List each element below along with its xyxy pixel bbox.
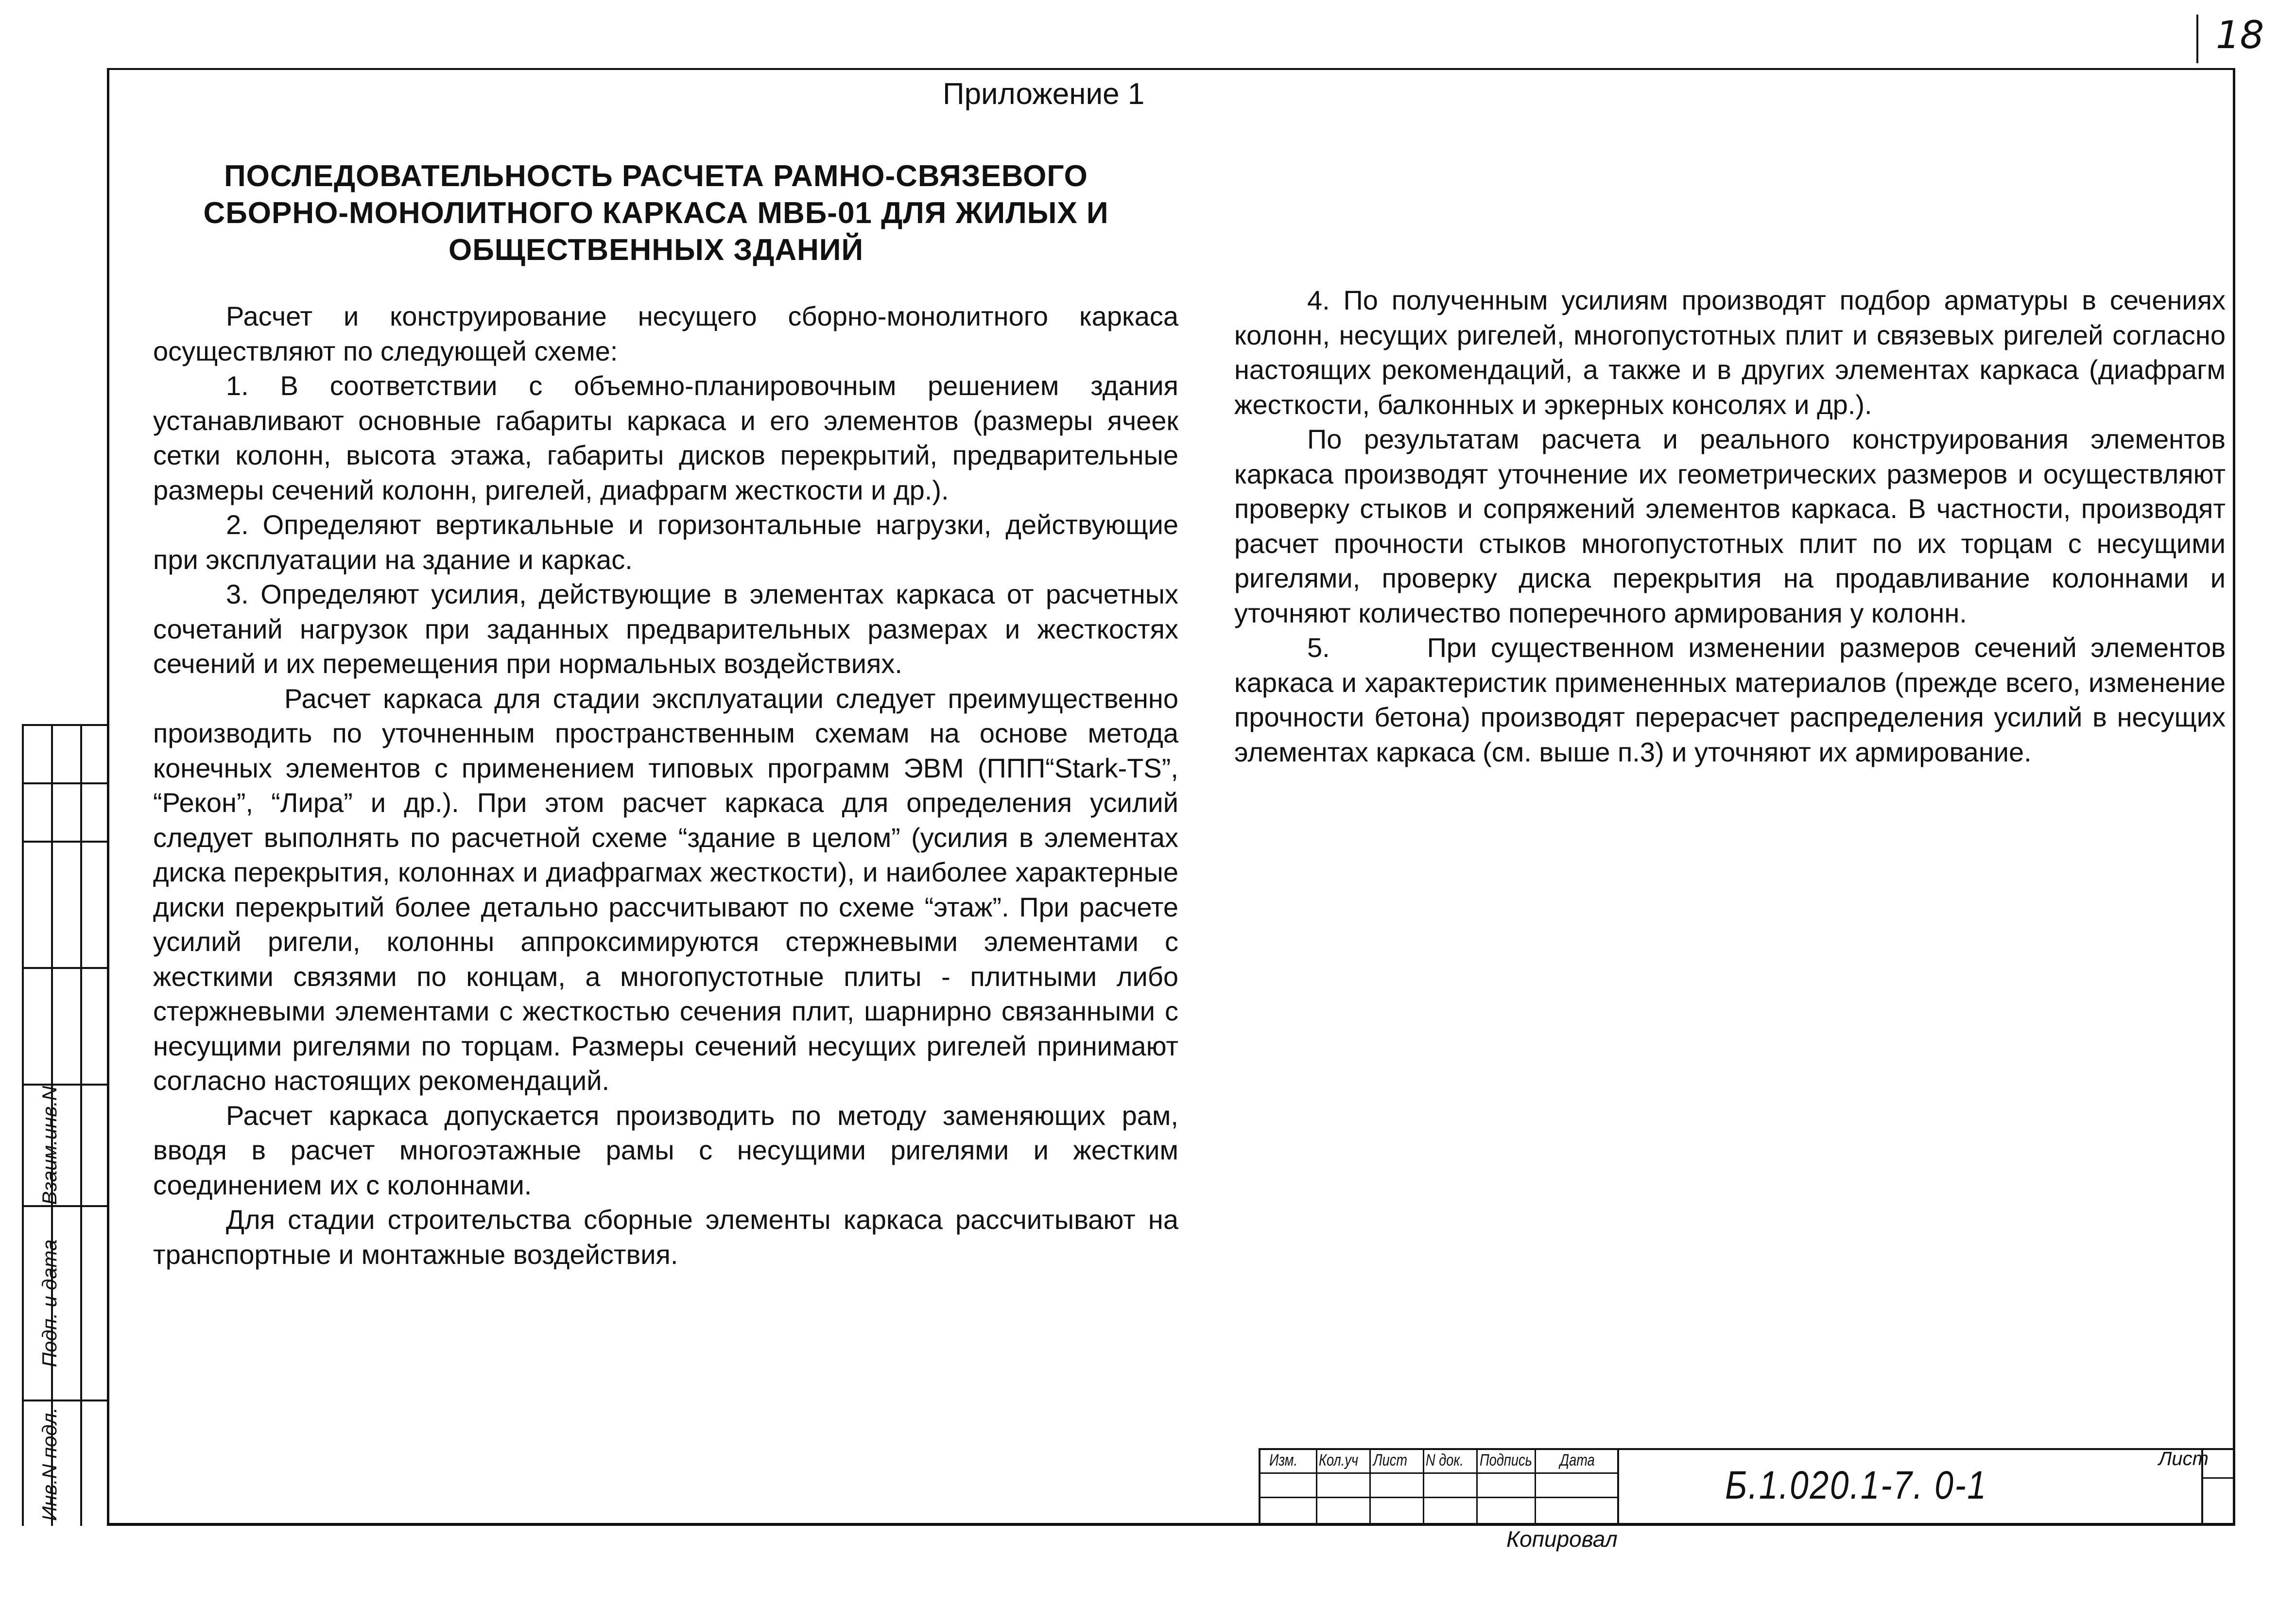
stamp-label-mutual-inventory: Взаим.инв.N: [38, 1086, 61, 1205]
paragraph: 1. В соответствии с объемно-планировочным решением здания устанавливают основные габариты каркаса и его элементов (размеры ячеек сетки колонн, высота этажа, габариты дисков перекрытий, предварительные размеры сечений колонн, ригелей, диафрагм жесткости и др.).: [153, 370, 1178, 505]
margin-stamp: [22, 724, 108, 1526]
tb-header-signature: Подпись: [1480, 1451, 1532, 1469]
document-title: [126, 158, 1186, 269]
stamp-label-inventory: Инв.N подл.: [38, 1407, 61, 1521]
tb-header-doc-no: N док.: [1426, 1451, 1464, 1469]
tb-header-sheet: Лист: [1373, 1451, 1408, 1469]
page-number: 18: [2216, 14, 2264, 57]
paragraph: По результатам расчета и реального конструирования элементов каркаса производят уточнение их геометрических размеров и осуществляют проверку стыков и сопряжений элементов каркаса. В частности, производят расчет прочности стыков многопустотных плит по их торцам с несущими ригелями, проверку диска перекрытия на продавливание колоннами и уточняют количество поперечного армирования у колонн.: [1234, 424, 2226, 628]
right-text-column: [1234, 283, 2233, 769]
left-text-column: [153, 299, 1178, 1272]
paragraph: 3. Определяют усилия, действующие в элементах каркаса от расчетных сочетаний нагрузок при заданных предварительных размерах и жесткостях сечений и их перемещения при нормальных воздействиях.: [153, 579, 1178, 679]
title-line: ПОСЛЕДОВАТЕЛЬНОСТЬ РАСЧЕТА РАМНО-СВЯЗЕВОГО: [224, 159, 1088, 193]
paragraph: Расчет и конструирование несущего сборно-монолитного каркаса осуществляют по следующей схеме:: [153, 301, 1178, 366]
paragraph: 5. При существенном изменении размеров сечений элементов каркаса и характеристик примененных материалов (прежде всего, изменение прочности бетона) производят перерасчет распределения усилий в несущих элементах каркаса (см. выше п.3) и уточняют их армирование.: [1234, 632, 2233, 767]
tb-header-change: Изм.: [1269, 1451, 1297, 1469]
sheet-label: Лист: [2158, 1448, 2209, 1469]
paragraph: Для стадии строительства сборные элементы каркаса рассчитывают на транспортные и монтажные воздействия.: [153, 1204, 1178, 1270]
tb-header-date: Дата: [1560, 1451, 1595, 1469]
title-block: [1259, 1448, 2235, 1526]
paragraph: Расчет каркаса допускается производить по методу заменяющих рам, вводя в расчет многоэтажные рамы с несущими ригелями и жестким соединением их с колоннами.: [153, 1100, 1178, 1200]
paragraph: 2. Определяют вертикальные и горизонтальные нагрузки, действующие при эксплуатации на здание и каркас.: [153, 509, 1178, 575]
tb-header-count: Кол.уч: [1319, 1451, 1359, 1469]
paragraph: 4. По полученным усилиям производят подбор арматуры в сечениях колонн, несущих ригелей, многопустотных плит и связевых ригелей согласно настоящих рекомендаций, а также и в других элементах каркаса (диафрагм жесткости, балконных и эркерных консолях и др.).: [1234, 285, 2226, 420]
document-code: Б.1.020.1-7. 0-1: [1725, 1463, 1987, 1507]
title-line: СБОРНО-МОНОЛИТНОГО КАРКАСА МВБ-01 ДЛЯ ЖИЛЫХ И: [203, 196, 1109, 230]
stamp-label-signature-date: Подп. и дата: [38, 1239, 61, 1367]
appendix-label: Приложение 1: [943, 77, 1145, 111]
copied-by-label: Копировал: [1506, 1526, 1618, 1552]
title-line: ОБЩЕСТВЕННЫХ ЗДАНИЙ: [448, 233, 864, 267]
paragraph: Расчет каркаса для стадии эксплуатации следует преимущественно производить по уточненным пространственным схемам на основе метода конечных элементов с применением типовых программ ЭВМ (ППП“Stark-TS”, “Рекон”, “Лира” и др.). При этом расчет каркаса для определения усилий следует выполнять по расчетной схеме “здание в целом” (усилия в элементах диска перекрытия, колоннах и диафрагмах жесткости), и наиболее характерные диски перекрытий более детально рассчитывают по схеме “этаж”. При расчете усилий ригели, колонны аппроксимируются стержневыми элементами с жесткими связями по концам, а многопустотные плиты - плитными либо стержневыми элементами с жесткостью сечения плит, шарнирно связанными с несущими ригелями по торцам. Размеры сечений несущих ригелей принимают согласно настоящих рекомендаций.: [153, 683, 1178, 1096]
